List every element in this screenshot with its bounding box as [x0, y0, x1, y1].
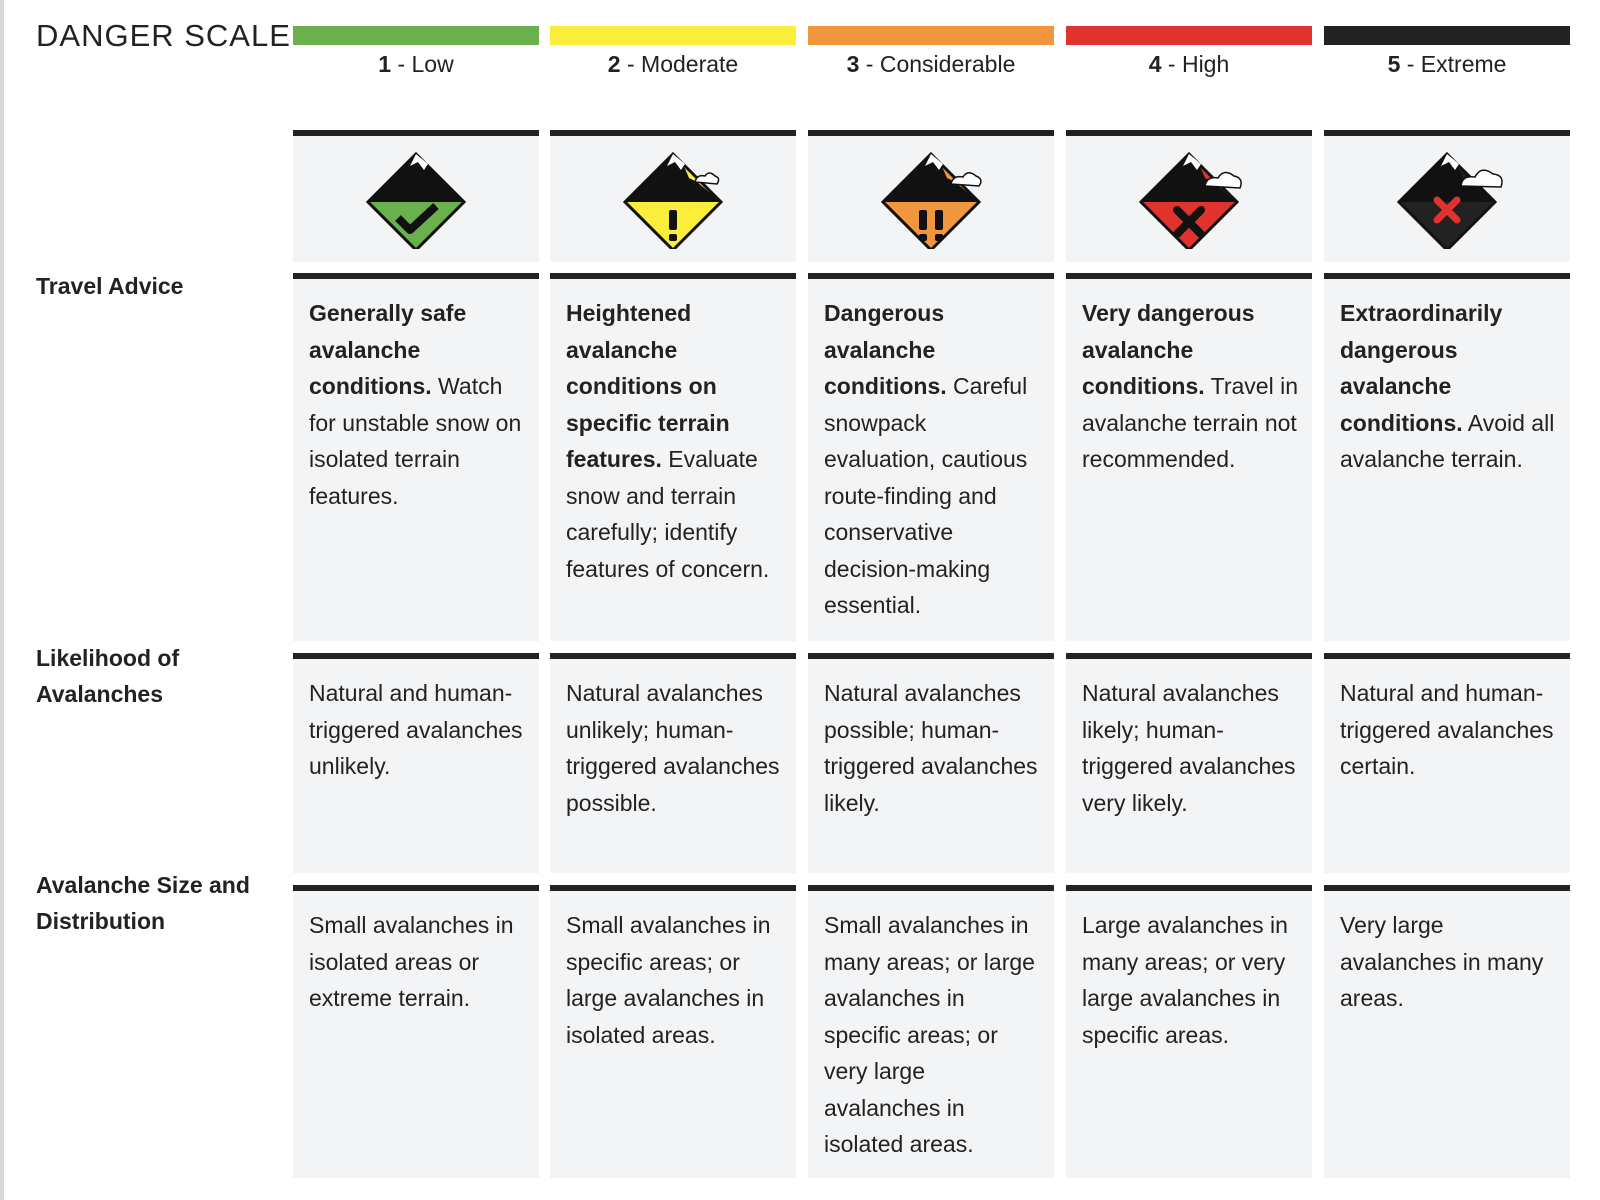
level-4-color-bar [1066, 26, 1312, 45]
level-3-color-bar [808, 26, 1054, 45]
page-left-border [0, 0, 4, 1200]
considerable-danger-icon [866, 149, 996, 249]
page-title: DANGER SCALE [36, 18, 291, 53]
level-4-travel-advice: Very dangerous avalanche conditions. Travel in avalanche terrain not recommended. [1066, 273, 1312, 641]
level-4-heading: 4 - High [1148, 51, 1230, 77]
level-1-heading: 1 - Low [378, 51, 454, 77]
level-3-icon-cell [808, 130, 1054, 262]
level-1-size: Small avalanches in isolated areas or extreme terrain. [293, 885, 539, 1178]
level-5-travel-advice: Extraordinarily dangerous avalanche conditions. Avoid all avalanche terrain. [1324, 273, 1570, 641]
level-4-likelihood: Natural avalanches likely; human-triggered avalanches very likely. [1066, 653, 1312, 873]
level-2-size: Small avalanches in specific areas; or large avalanches in isolated areas. [550, 885, 796, 1178]
level-1-icon-cell [293, 130, 539, 262]
level-3-heading: 3 - Considerable [846, 51, 1016, 77]
level-2-heading: 2 - Moderate [607, 51, 739, 77]
level-3-travel-advice: Dangerous avalanche conditions. Careful snowpack evaluation, cautious route-finding and conservative decision-making essential. [808, 273, 1054, 641]
row-label-size-distribution: Avalanche Size and Distribution [36, 872, 250, 934]
level-3-size: Small avalanches in many areas; or large avalanches in specific areas; or very large avalanches in isolated areas. [808, 885, 1054, 1178]
level-2-likelihood: Natural avalanches unlikely; human-triggered avalanches possible. [550, 653, 796, 873]
row-label-likelihood: Likelihood of Avalanches [36, 645, 180, 707]
level-4-icon-cell [1066, 130, 1312, 262]
high-danger-icon [1124, 149, 1254, 249]
level-2-icon-cell [550, 130, 796, 262]
moderate-danger-icon [608, 149, 738, 249]
level-1-travel-advice: Generally safe avalanche conditions. Watch for unstable snow on isolated terrain features. [293, 273, 539, 641]
level-2-color-bar [550, 26, 796, 45]
level-3-likelihood: Natural avalanches possible; human-triggered avalanches likely. [808, 653, 1054, 873]
level-4-size: Large avalanches in many areas; or very large avalanches in specific areas. [1066, 885, 1312, 1178]
level-5-heading: 5 - Extreme [1387, 51, 1507, 77]
level-5-likelihood: Natural and human-triggered avalanches certain. [1324, 653, 1570, 873]
level-5-color-bar [1324, 26, 1570, 45]
low-danger-icon [351, 149, 481, 249]
level-5-size: Very large avalanches in many areas. [1324, 885, 1570, 1178]
level-1-likelihood: Natural and human-triggered avalanches unlikely. [293, 653, 539, 873]
level-1-color-bar [293, 26, 539, 45]
row-label-travel-advice: Travel Advice [36, 273, 184, 299]
level-2-travel-advice: Heightened avalanche conditions on specific terrain features. Evaluate snow and terrain carefully; identify features of concern. [550, 273, 796, 641]
level-5-icon-cell [1324, 130, 1570, 262]
extreme-danger-icon [1382, 149, 1512, 249]
